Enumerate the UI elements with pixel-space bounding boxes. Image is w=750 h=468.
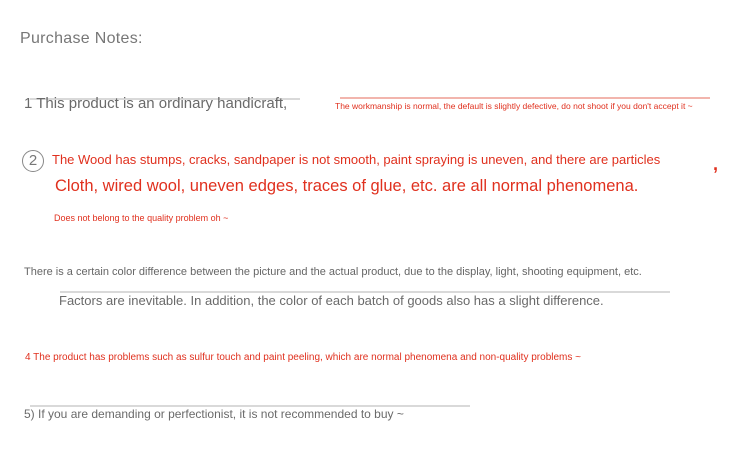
note-2-trailing-comma: , (713, 154, 719, 174)
note-3-line-2: Factors are inevitable. In addition, the color of each batch of goods also has a slight difference. (59, 293, 604, 308)
note-2-line-2: Cloth, wired wool, uneven edges, traces of glue, etc. are all normal phenomena. (55, 177, 639, 195)
purchase-notes-heading: Purchase Notes: (20, 30, 143, 47)
note-5-text: 5) If you are demanding or perfectionist, it is not recommended to buy ~ (24, 407, 404, 421)
note-2-line-1: The Wood has stumps, cracks, sandpaper is not smooth, paint spraying is uneven, and there are particles (52, 152, 661, 167)
circled-number-2: 2 (22, 150, 44, 172)
note-4-text: 4 The product has problems such as sulfur touch and paint peeling, which are normal phenomena and non-quality problems ~ (25, 352, 581, 363)
note-1-main-text: 1 This product is an ordinary handicraft, (24, 95, 288, 112)
note-3-line-1: There is a certain color difference between the picture and the actual product, due to the display, light, shooting equipment, etc. (24, 266, 642, 278)
clipped-text-remnant (340, 97, 710, 99)
note-2-aside-text: Does not belong to the quality problem oh ~ (54, 213, 229, 223)
note-1-aside-text: The workmanship is normal, the default is slightly defective, do not shoot if you don't accept it ~ (335, 101, 693, 111)
